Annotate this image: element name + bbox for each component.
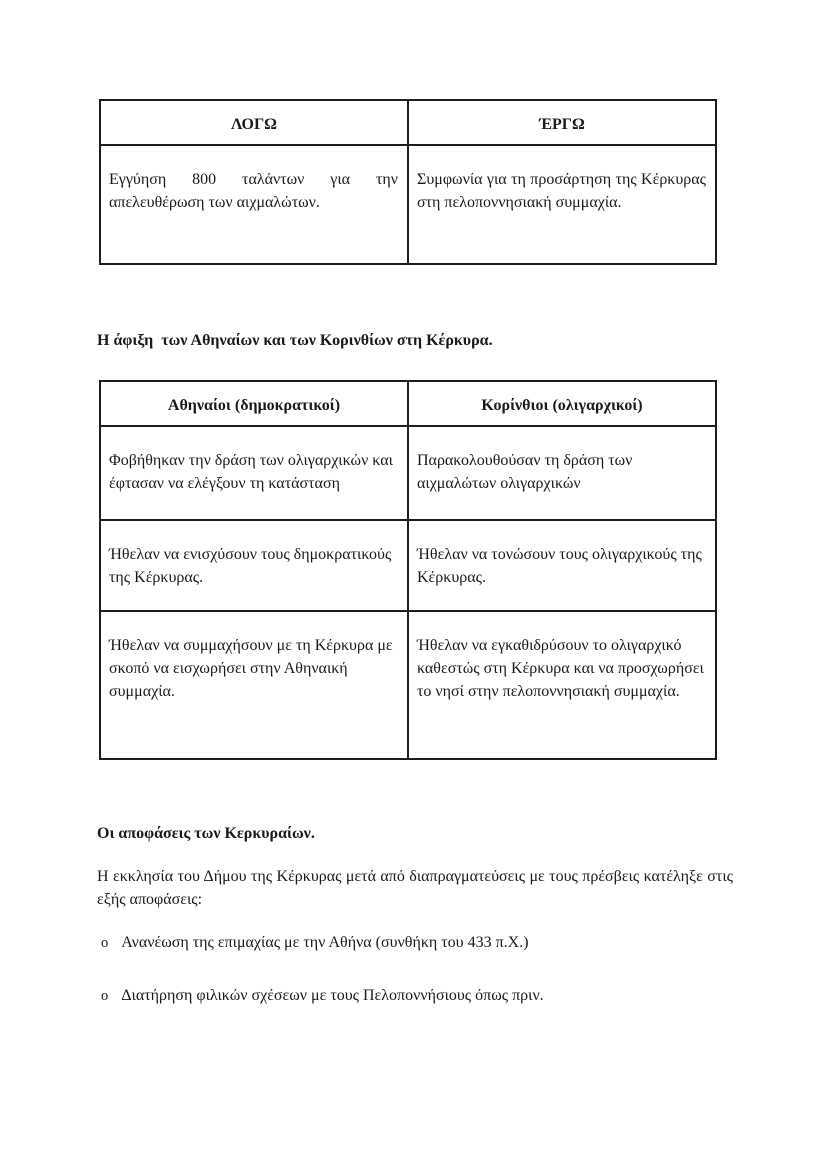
bullet-icon: o [101, 988, 109, 1004]
list-item-text: Ανανέωση της επιμαχίας με την Αθήνα (συνθήκη του 433 π.Χ.) [121, 934, 529, 951]
section-heading-arrival: Η άφιξη των Αθηναίων και των Κορινθίων στη Κέρκυρα. [97, 332, 493, 349]
table1-header-logo: ΛΟΓΩ [100, 100, 408, 145]
table2-header-athenians: Αθηναίοι (δημοκρατικοί) [100, 381, 408, 426]
list-item [101, 984, 721, 1008]
table1-cell-logo: Εγγύηση 800 ταλάντων για την απελευθέρωση των αιχμαλώτων. [100, 145, 408, 264]
table1-header-ergo: ΈΡΓΩ [408, 100, 716, 145]
table-header-row [100, 381, 716, 426]
section-heading-decisions: Οι αποφάσεις των Κερκυραίων. [97, 825, 315, 842]
table2-cell-corinthians-2: Ήθελαν να τονώσουν τους ολιγαρχικούς της Κέρκυρας. [408, 520, 716, 611]
athenians-corinthians-table [99, 380, 717, 760]
table2-cell-corinthians-3: Ήθελαν να εγκαθιδρύσουν το ολιγαρχικό καθεστώς στη Κέρκυρα και να προσχωρήσει το νησί στην πελοποννησιακή συμμαχία. [408, 611, 716, 759]
table2-cell-athenians-2: Ήθελαν να ενισχύσουν τους δημοκρατικούς της Κέρκυρας. [100, 520, 408, 611]
table2-cell-athenians-1: Φοβήθηκαν την δράση των ολιγαρχικών και έφτασαν να ελέγξουν τη κατάσταση [100, 426, 408, 520]
bullet-icon: o [101, 935, 109, 951]
logo-ergo-table [99, 99, 717, 265]
table2-cell-athenians-3: Ήθελαν να συμμαχήσουν με τη Κέρκυρα με σκοπό να εισχωρήσει στην Αθηναική συμμαχία. [100, 611, 408, 759]
table-row [100, 611, 716, 759]
table-row [100, 520, 716, 611]
list-item [101, 931, 721, 955]
table2-header-corinthians: Κορίνθιοι (ολιγαρχικοί) [408, 381, 716, 426]
table1-cell-ergo: Συμφωνία για τη προσάρτηση της Κέρκυρας στη πελοποννησιακή συμμαχία. [408, 145, 716, 264]
list-item-text: Διατήρηση φιλικών σχέσεων με τους Πελοποννήσιους όπως πριν. [121, 987, 544, 1004]
table-header-row [100, 100, 716, 145]
table-row [100, 426, 716, 520]
table-row [100, 145, 716, 264]
table2-cell-corinthians-1: Παρακολουθούσαν τη δράση των αιχμαλώτων ολιγαρχικών [408, 426, 716, 520]
decisions-paragraph: Η εκκλησία του Δήμου της Κέρκυρας μετά από διαπραγματεύσεις με τους πρέσβεις κατέληξε στις εξής αποφάσεις: [97, 868, 733, 908]
